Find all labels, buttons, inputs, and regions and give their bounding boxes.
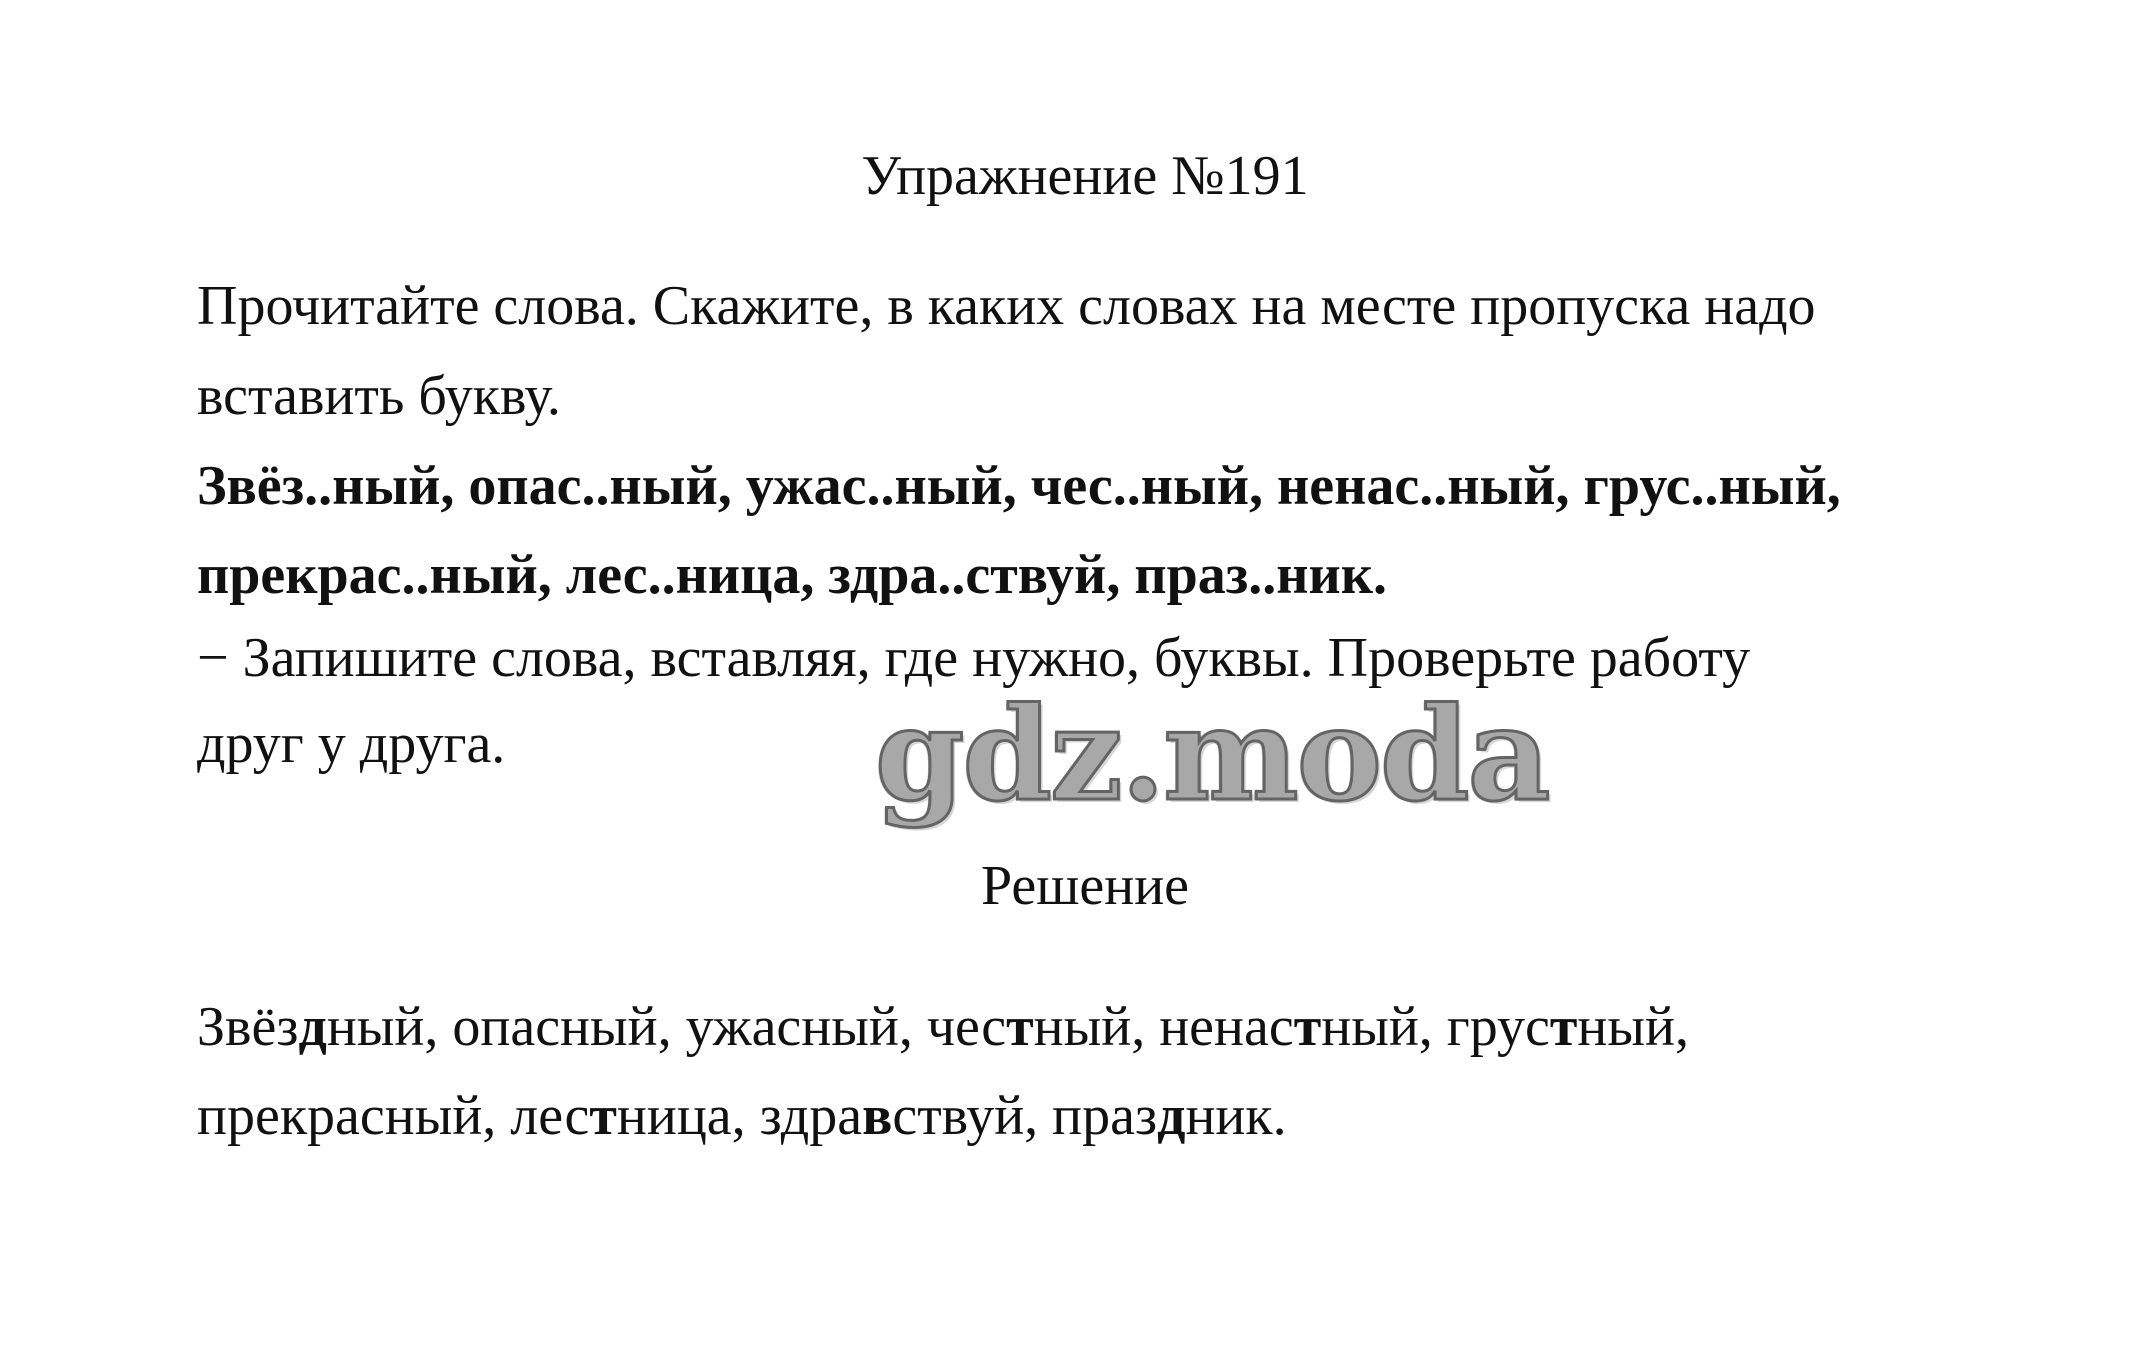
solution-segment: Звёз: [197, 996, 299, 1058]
instruction-line-1: − Запишите слова, вставляя, где нужно, буквы. Проверьте работу: [197, 627, 1751, 689]
word-list-line-1: Звёз..ный, опас..ный, ужас..ный, чес..ный, ненас..ный, грус..ный,: [197, 455, 1841, 517]
solution-inserted-letter: д: [298, 996, 327, 1058]
task-text-line-1: Прочитайте слова. Скажите, в каких словах на месте пропуска надо: [197, 275, 1816, 337]
solution-segment: ный, опасный, ужасный, чес: [326, 996, 1007, 1058]
solution-heading: Решение: [980, 855, 1190, 917]
solution-segment: ный,: [1577, 996, 1689, 1058]
solution-segment: ный, ненас: [1033, 996, 1294, 1058]
exercise-title: Упражнение №191: [861, 145, 1309, 207]
watermark-logo: gdz.moda: [875, 680, 1549, 830]
solution-segment: ница, здра: [616, 1085, 863, 1147]
solution-inserted-letter: т: [1293, 996, 1322, 1058]
instruction-line-2: друг у друга.: [197, 713, 506, 775]
solution-line-1: [197, 993, 1689, 1061]
solution-inserted-letter: т: [1006, 996, 1034, 1058]
task-text-line-2: вставить букву.: [197, 365, 561, 427]
solution-inserted-letter: д: [1157, 1085, 1186, 1147]
solution-segment: ник.: [1185, 1085, 1287, 1147]
solution-segment: ный, грус: [1321, 996, 1550, 1058]
solution-line-2: [197, 1082, 1287, 1150]
solution-inserted-letter: т: [589, 1085, 617, 1147]
solution-inserted-letter: т: [1549, 996, 1578, 1058]
word-list-line-2: прекрас..ный, лес..ница, здра..ствуй, праз..ник.: [197, 544, 1388, 606]
solution-segment: ствуй, праз: [892, 1085, 1158, 1147]
solution-inserted-letter: в: [862, 1085, 893, 1147]
solution-segment: прекрасный, лес: [197, 1085, 590, 1147]
